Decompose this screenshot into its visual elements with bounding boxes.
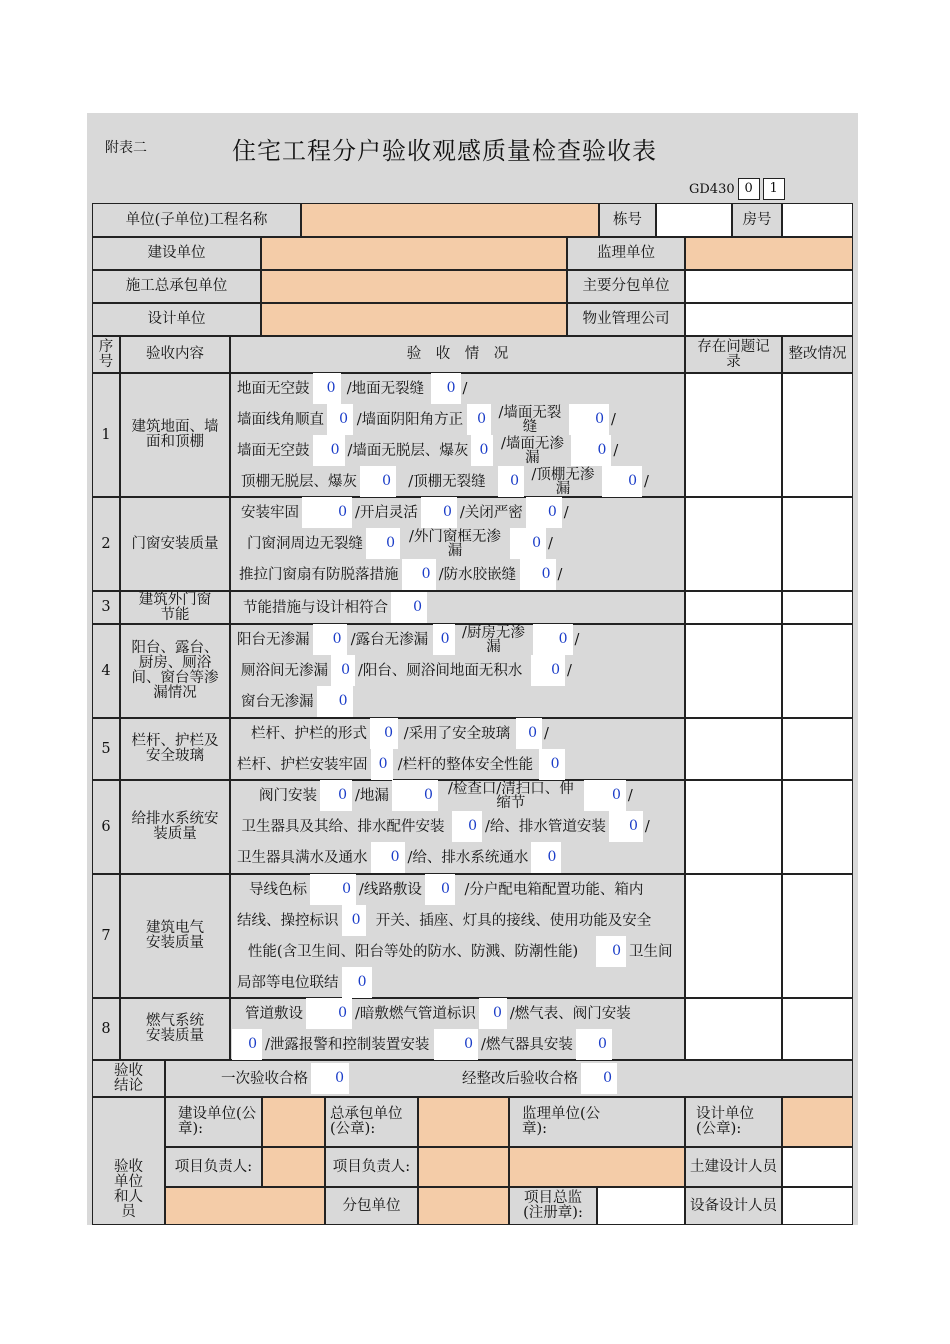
designer-field[interactable] bbox=[261, 303, 567, 336]
check-row bbox=[234, 842, 561, 873]
check-row bbox=[242, 998, 634, 1029]
subcontractor-label: 主要分包单位 bbox=[567, 270, 685, 303]
signatures-label: 验收单位和人员 bbox=[92, 1097, 165, 1225]
separator: / bbox=[544, 725, 549, 742]
supervisor-sign-field[interactable] bbox=[509, 1147, 685, 1187]
check-label: 开关、插座、灯具的接线、使用功能及安全 bbox=[375, 912, 652, 929]
section-name: 燃气系统安装质量 bbox=[120, 998, 230, 1060]
section-no: 8 bbox=[92, 998, 120, 1060]
builder-field[interactable] bbox=[261, 237, 567, 270]
contractor-label: 施工总承包单位 bbox=[92, 270, 261, 303]
check-value[interactable]: 0 bbox=[609, 811, 643, 842]
check-label: /采用了安全玻璃 bbox=[403, 725, 511, 742]
form-code-box-1[interactable]: 0 bbox=[738, 178, 760, 200]
check-label: /墙面无裂缝 bbox=[498, 404, 562, 435]
first-pass-label: 一次验收合格 bbox=[221, 1070, 308, 1087]
check-row bbox=[234, 404, 618, 435]
rectify-cell[interactable] bbox=[782, 874, 853, 998]
check-label: /栏杆的整体安全性能 bbox=[397, 756, 534, 773]
col-no: 序号 bbox=[92, 336, 120, 373]
check-label: 推拉门窗扇有防脱落措施 bbox=[239, 566, 399, 583]
check-value[interactable]: 0 bbox=[571, 435, 611, 466]
check-row bbox=[234, 624, 581, 655]
rectify-cell[interactable] bbox=[782, 718, 853, 780]
check-label: /外门窗框无渗漏 bbox=[409, 528, 501, 559]
subcontractor-sign-label: 分包单位 bbox=[325, 1187, 418, 1225]
check-row bbox=[234, 967, 372, 998]
check-label: /露台无渗漏 bbox=[350, 631, 429, 648]
check-label: /墙面阴阳角方正 bbox=[356, 411, 464, 428]
equipment-designer-label: 设备设计人员 bbox=[685, 1187, 782, 1225]
section-no: 7 bbox=[92, 874, 120, 998]
issues-cell[interactable] bbox=[685, 780, 782, 874]
check-label: 节能措施与设计相符合 bbox=[243, 599, 388, 616]
check-value[interactable]: 0 bbox=[320, 780, 352, 811]
separator: / bbox=[574, 631, 580, 648]
designer-seal-label: 设计单位(公章): bbox=[685, 1097, 782, 1147]
conclusion-label: 验收结论 bbox=[92, 1060, 165, 1097]
separator: / bbox=[644, 473, 649, 490]
page-title: 住宅工程分户验收观感质量检查验收表 bbox=[232, 137, 657, 165]
check-label: /燃气器具安装 bbox=[481, 1036, 573, 1053]
project-name-field[interactable] bbox=[301, 203, 599, 237]
check-value[interactable]: 0 bbox=[306, 998, 352, 1029]
check-value[interactable]: 0 bbox=[520, 559, 556, 590]
check-value[interactable]: 0 bbox=[232, 1029, 262, 1060]
check-label: 栏杆、护栏的形式 bbox=[251, 725, 367, 742]
issues-cell[interactable] bbox=[685, 998, 782, 1060]
check-value[interactable]: 0 bbox=[531, 842, 561, 873]
pm-field-2[interactable] bbox=[418, 1147, 509, 1187]
check-value[interactable]: 0 bbox=[533, 624, 573, 655]
check-label: /地漏 bbox=[355, 787, 389, 804]
civil-designer-label: 土建设计人员 bbox=[685, 1147, 782, 1187]
check-value[interactable]: 0 bbox=[310, 874, 356, 905]
section-name: 给排水系统安装质量 bbox=[120, 780, 230, 874]
check-row bbox=[240, 592, 427, 623]
check-value[interactable]: 0 bbox=[371, 842, 405, 873]
issues-cell[interactable] bbox=[685, 718, 782, 780]
check-value[interactable]: 0 bbox=[327, 404, 353, 435]
check-value[interactable]: 0 bbox=[526, 497, 562, 528]
property-label: 物业管理公司 bbox=[567, 303, 685, 336]
check-value[interactable]: 0 bbox=[452, 811, 482, 842]
check-value[interactable]: 0 bbox=[602, 466, 642, 497]
check-label: /顶棚无渗漏 bbox=[531, 466, 595, 497]
pm-sign-area[interactable] bbox=[165, 1187, 325, 1225]
check-label: 地面无空鼓 bbox=[237, 380, 310, 397]
check-value[interactable]: 0 bbox=[596, 936, 626, 967]
check-value[interactable]: 0 bbox=[425, 874, 455, 905]
check-label: 管道敷设 bbox=[245, 1005, 303, 1022]
check-value[interactable]: 0 bbox=[584, 780, 626, 811]
check-value[interactable]: 0 bbox=[498, 466, 524, 497]
check-label: /厨房无渗漏 bbox=[462, 624, 525, 655]
separator: / bbox=[563, 504, 569, 521]
section-name: 建筑外门窗节能 bbox=[120, 591, 230, 624]
check-label: 局部等电位联结 bbox=[237, 974, 339, 991]
check-row bbox=[234, 749, 565, 780]
check-label: /开启灵活 bbox=[355, 504, 418, 521]
rectify-cell[interactable] bbox=[782, 624, 853, 718]
check-value[interactable]: 0 bbox=[392, 780, 438, 811]
chief-supervisor-label: 项目总监(注册章): bbox=[509, 1187, 597, 1225]
check-label: 厕浴间无渗漏 bbox=[241, 662, 328, 679]
check-row bbox=[256, 780, 635, 811]
section-name: 建筑地面、墙面和顶棚 bbox=[120, 373, 230, 497]
after-pass-value[interactable]: 0 bbox=[581, 1063, 617, 1094]
contractor-field[interactable] bbox=[261, 270, 567, 303]
check-value[interactable]: 0 bbox=[313, 624, 347, 655]
check-label: /线路敷设 bbox=[359, 881, 422, 898]
section-name: 建筑电气安装质量 bbox=[120, 874, 230, 998]
check-value[interactable]: 0 bbox=[302, 497, 352, 528]
check-row bbox=[234, 435, 620, 466]
check-label: 栏杆、护栏安装牢固 bbox=[237, 756, 368, 773]
check-label: /分户配电箱配置功能、箱内 bbox=[464, 881, 644, 898]
section-no: 5 bbox=[92, 718, 120, 780]
check-value[interactable]: 0 bbox=[471, 435, 493, 466]
check-value[interactable]: 0 bbox=[433, 624, 455, 655]
check-label: 卫生间 bbox=[629, 943, 673, 960]
col-issues: 存在问题记录 bbox=[685, 336, 782, 373]
check-label: /给、排水管道安装 bbox=[485, 818, 606, 835]
section-name: 门窗安装质量 bbox=[120, 497, 230, 591]
col-situation: 验 收 情 况 bbox=[230, 336, 685, 373]
section-name: 栏杆、护栏及安全玻璃 bbox=[120, 718, 230, 780]
check-label: 顶棚无脱层、爆灰 bbox=[241, 473, 357, 490]
check-value[interactable]: 0 bbox=[342, 967, 372, 998]
check-label: /关闭严密 bbox=[459, 504, 523, 521]
supervisor-field[interactable] bbox=[685, 237, 853, 270]
check-value[interactable]: 0 bbox=[421, 497, 457, 528]
section-no: 1 bbox=[92, 373, 120, 497]
rectify-cell[interactable] bbox=[782, 373, 853, 497]
check-row bbox=[234, 811, 652, 842]
pm-field-1[interactable] bbox=[262, 1147, 325, 1187]
check-row bbox=[232, 1029, 612, 1060]
inspection-sheet bbox=[87, 113, 858, 1225]
rectify-cell[interactable] bbox=[782, 497, 853, 591]
check-row bbox=[238, 686, 353, 717]
after-pass-label: 经整改后验收合格 bbox=[462, 1070, 578, 1087]
separator: / bbox=[567, 662, 572, 679]
chief-supervisor-field[interactable] bbox=[597, 1187, 685, 1225]
check-value[interactable]: 0 bbox=[576, 1029, 612, 1060]
issues-cell[interactable] bbox=[685, 624, 782, 718]
issues-cell[interactable] bbox=[685, 373, 782, 497]
designer-label: 设计单位 bbox=[92, 303, 261, 336]
check-label: /地面无裂缝 bbox=[346, 380, 425, 397]
check-label: 门窗洞周边无裂缝 bbox=[247, 535, 363, 552]
builder-seal-field[interactable] bbox=[262, 1097, 325, 1147]
check-label: /墙面无脱层、爆灰 bbox=[347, 442, 469, 459]
check-value[interactable]: 0 bbox=[434, 1029, 478, 1060]
check-label: /阳台、厕浴间地面无积水 bbox=[358, 662, 523, 679]
check-label: 窗台无渗漏 bbox=[241, 693, 314, 710]
check-value[interactable]: 0 bbox=[531, 655, 565, 686]
section-no: 3 bbox=[92, 591, 120, 624]
section-name: 阳台、露台、厨房、厕浴间、窗台等渗漏情况 bbox=[120, 624, 230, 718]
check-value[interactable]: 0 bbox=[360, 466, 396, 497]
building-label: 栋号 bbox=[599, 203, 656, 237]
first-pass-value[interactable]: 0 bbox=[311, 1063, 349, 1094]
building-field[interactable] bbox=[656, 203, 732, 237]
builder-seal-label: 建设单位(公章): bbox=[165, 1097, 262, 1147]
subcontractor-sign-field[interactable] bbox=[418, 1187, 509, 1225]
check-row bbox=[248, 718, 551, 749]
check-value[interactable]: 0 bbox=[331, 655, 355, 686]
separator: / bbox=[613, 442, 619, 459]
equipment-designer-field[interactable] bbox=[782, 1187, 853, 1225]
check-value[interactable]: 0 bbox=[370, 718, 398, 749]
separator: / bbox=[644, 818, 650, 835]
check-value[interactable]: 0 bbox=[510, 528, 546, 559]
check-value[interactable]: 0 bbox=[371, 749, 393, 780]
check-row bbox=[244, 528, 555, 559]
check-label: 阀门安装 bbox=[259, 787, 317, 804]
check-label: 墙面线角顺直 bbox=[237, 411, 324, 428]
check-label: /燃气表、阀门安装 bbox=[509, 1005, 631, 1022]
section-no: 4 bbox=[92, 624, 120, 718]
separator: / bbox=[557, 566, 563, 583]
separator: / bbox=[548, 535, 553, 552]
separator: / bbox=[611, 411, 616, 428]
check-row bbox=[234, 373, 469, 404]
check-label: 性能(含卫生间、阳台等处的防水、防溅、防潮性能) bbox=[247, 943, 579, 960]
issues-cell[interactable] bbox=[685, 874, 782, 998]
check-label: 阳台无渗漏 bbox=[237, 631, 310, 648]
check-label: 安装牢固 bbox=[241, 504, 299, 521]
check-value[interactable]: 0 bbox=[467, 404, 491, 435]
pm-label-2: 项目负责人: bbox=[325, 1147, 418, 1187]
rectify-cell[interactable] bbox=[782, 998, 853, 1060]
check-label: /泄露报警和控制装置安装 bbox=[265, 1036, 430, 1053]
civil-designer-field[interactable] bbox=[782, 1147, 853, 1187]
contractor-seal-label: 总承包单位(公章): bbox=[325, 1097, 418, 1147]
section-no: 6 bbox=[92, 780, 120, 874]
supervisor-label: 监理单位 bbox=[567, 237, 685, 270]
check-row bbox=[230, 936, 676, 967]
property-field[interactable] bbox=[685, 303, 853, 336]
rectify-cell[interactable] bbox=[782, 591, 853, 624]
col-content: 验收内容 bbox=[120, 336, 230, 373]
col-rectify: 整改情况 bbox=[782, 336, 853, 373]
check-row bbox=[234, 905, 662, 936]
check-label: /检查口/清扫口、伸缩节 bbox=[448, 780, 574, 811]
check-value[interactable]: 0 bbox=[569, 404, 609, 435]
check-row bbox=[238, 655, 574, 686]
check-value[interactable]: 0 bbox=[479, 998, 507, 1029]
form-code-box-2[interactable]: 1 bbox=[763, 178, 785, 200]
project-name-label: 单位(子单位)工程名称 bbox=[92, 203, 301, 237]
subcontractor-field[interactable] bbox=[685, 270, 853, 303]
check-value[interactable]: 0 bbox=[366, 528, 400, 559]
issues-cell[interactable] bbox=[685, 591, 782, 624]
check-label: 结线、操控标识 bbox=[237, 912, 339, 929]
builder-label: 建设单位 bbox=[92, 237, 261, 270]
check-value[interactable]: 0 bbox=[317, 686, 353, 717]
check-label: /暗敷燃气管道标识 bbox=[355, 1005, 476, 1022]
check-value[interactable]: 0 bbox=[431, 373, 461, 404]
check-label: 卫生器具及其给、排水配件安装 bbox=[241, 818, 445, 835]
rectify-cell[interactable] bbox=[782, 780, 853, 874]
contractor-seal-field[interactable] bbox=[418, 1097, 509, 1147]
check-label: 导线色标 bbox=[249, 881, 307, 898]
separator: / bbox=[627, 787, 633, 804]
conclusion-items bbox=[218, 1063, 617, 1094]
check-value[interactable]: 0 bbox=[313, 435, 345, 466]
check-row bbox=[238, 497, 571, 528]
section-no: 2 bbox=[92, 497, 120, 591]
check-value[interactable]: 0 bbox=[516, 718, 542, 749]
pm-label-1: 项目负责人: bbox=[165, 1147, 262, 1187]
appendix-note: 附表二 bbox=[105, 140, 147, 156]
check-value[interactable]: 0 bbox=[342, 905, 366, 936]
room-field[interactable] bbox=[782, 203, 853, 237]
check-label: 卫生器具满水及通水 bbox=[237, 849, 368, 866]
check-row bbox=[246, 874, 653, 905]
form-code-prefix: GD430 bbox=[689, 181, 735, 197]
check-label: /给、排水系统通水 bbox=[407, 849, 529, 866]
inspection-table bbox=[92, 203, 853, 1225]
check-value[interactable]: 0 bbox=[391, 592, 427, 623]
form-code bbox=[689, 178, 785, 200]
check-row bbox=[236, 559, 564, 590]
designer-seal-field[interactable] bbox=[782, 1097, 853, 1147]
check-row bbox=[238, 466, 651, 497]
check-value[interactable]: 0 bbox=[539, 749, 565, 780]
check-value[interactable]: 0 bbox=[313, 373, 341, 404]
check-label: /墙面无渗漏 bbox=[500, 435, 564, 466]
check-value[interactable]: 0 bbox=[402, 559, 436, 590]
supervisor-seal-label: 监理单位(公章): bbox=[509, 1097, 685, 1147]
issues-cell[interactable] bbox=[685, 497, 782, 591]
room-label: 房号 bbox=[732, 203, 782, 237]
check-label: /顶棚无裂缝 bbox=[408, 473, 486, 490]
check-label: /防水胶嵌缝 bbox=[438, 566, 517, 583]
separator: / bbox=[462, 380, 468, 397]
check-label: 墙面无空鼓 bbox=[237, 442, 310, 459]
